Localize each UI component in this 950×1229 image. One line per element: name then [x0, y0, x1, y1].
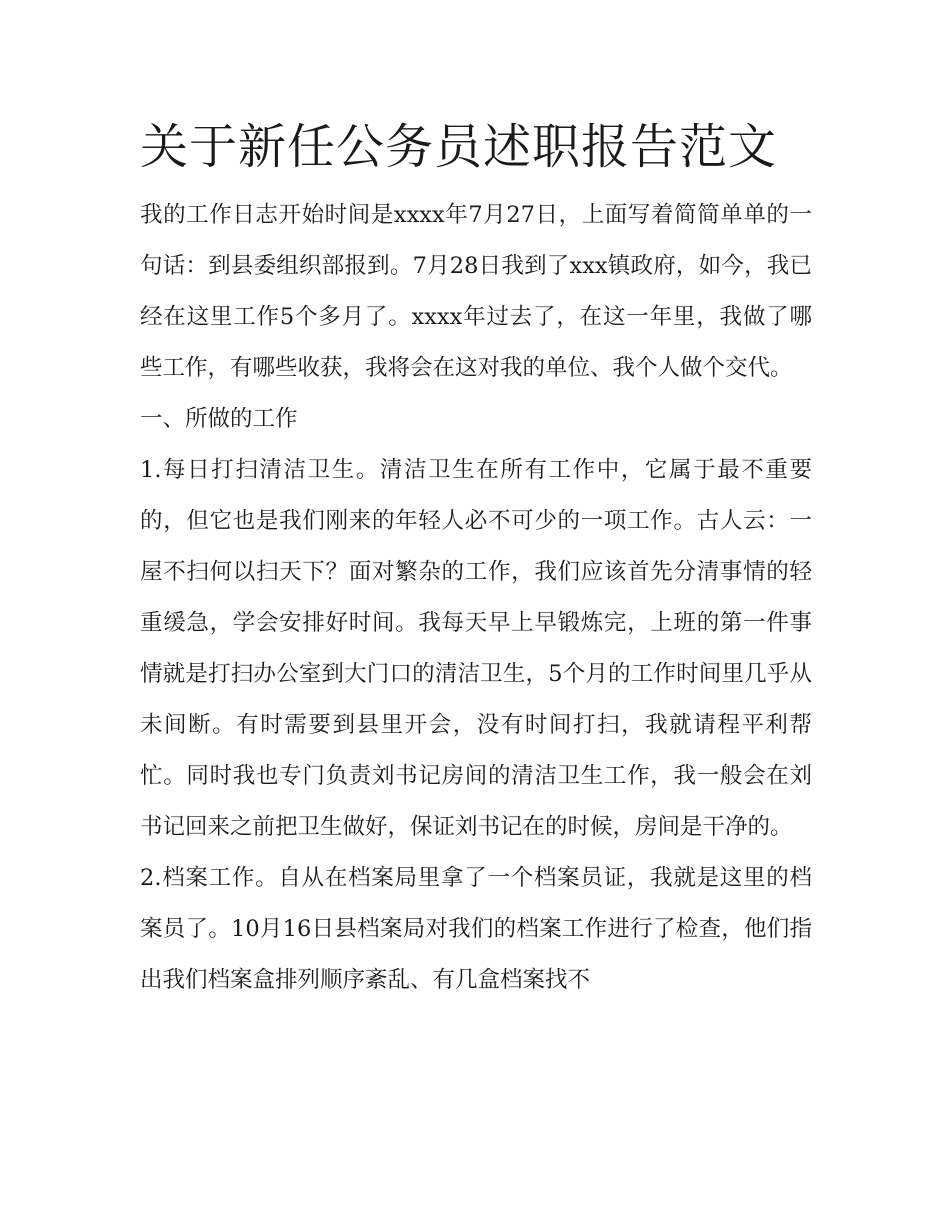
section-heading-work-done: 一、所做的工作: [140, 406, 298, 432]
document-body: [140, 112, 812, 1006]
paragraph-cleaning: 1.每日打扫清洁卫生。清洁卫生在所有工作中，它属于最不重要的，但它也是我们刚来的年轻人必不可少的一项工作。古人云：一屋不扫何以扫天下？面对繁杂的工作，我们应该首先分清事情的轻重缓急，学会安排好时间。我每天早上早锻炼完，上班的第一件事情就是打扫办公室到大门口的清洁卫生，5个月的工作时间里几乎从未间断。有时需要到县里开会，没有时间打扫，我就请程平利帮忙。同时我也专门负责刘书记房间的清洁卫生工作，我一般会在刘书记回来之前把卫生做好，保证刘书记在的时候，房间是干净的。: [140, 457, 812, 840]
paragraph-archives: 2.档案工作。自从在档案局里拿了一个档案员证，我就是这里的档案员了。10月16日县档案局对我们的档案工作进行了检查，他们指出我们档案盒排列顺序紊乱、有几盒档案找不: [140, 865, 812, 993]
document-title: 关于新任公务员述职报告范文: [140, 119, 778, 175]
intro-paragraph: 我的工作日志开始时间是xxxx年7月27日，上面写着简简单单的一句话：到县委组织部报到。7月28日我到了xxx镇政府，如今，我已经在这里工作5个多月了。xxxx年过去了，在这一年里，我做了哪些工作，有哪些收获，我将会在这对我的单位、我个人做个交代。: [140, 202, 812, 381]
